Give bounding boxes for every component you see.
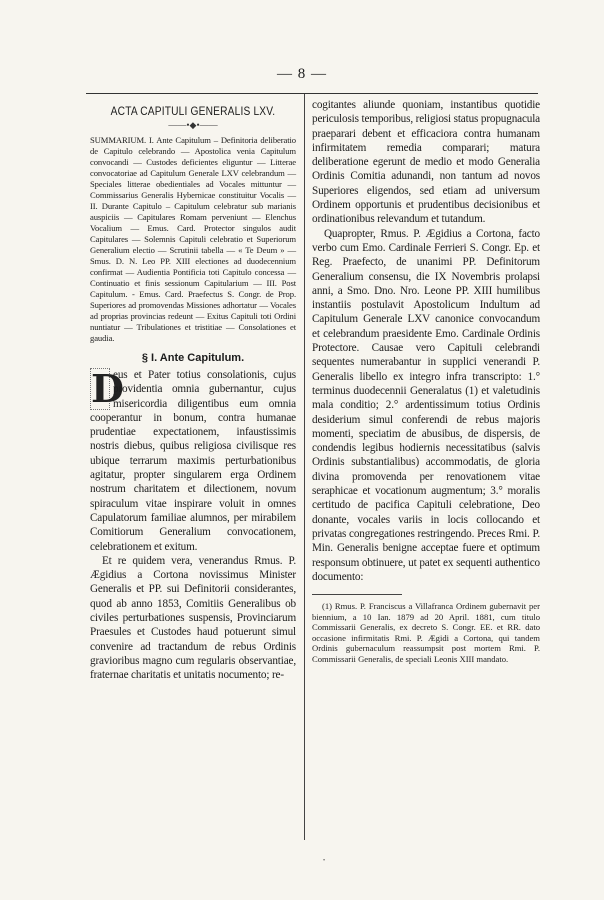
- left-column: [90, 98, 296, 683]
- title-ornament: ——•◆•——: [168, 120, 218, 130]
- second-paragraph: Et re quidem vera, venerandus Rmus. P. Ægidius a Cortona novissimus Minister Generalis et PP. sui Definitorii considerantes, quod ab anno 1853, Comitiis Generalibus ob civiles perturbationes suspensis, Provinciarum Praesules et Custodes haud potuerunt simul convenire ad tractandum de rebus Ordinis gravioribus magno cum regularis observantiae, fraternae charitatis et unitatis nocumento; re-: [90, 554, 296, 682]
- column-divider: [304, 94, 305, 840]
- document-title: ACTA CAPITULI GENERALIS LXV.: [110, 104, 276, 118]
- summary: [90, 135, 296, 344]
- summary-text: I. Ante Capitulum – Definitoria deliberatio de Capitulo celebrando — Apostolica venia Capitulum convocandi — Custodes deficientes eliguntur — Litterae convocatoriae ad Capitulum Generale LXV celebrandum — Speciales litterae obedientiales ad Vocales mittuntur — Commissarius Generalis Hybernicae constituitur Vocalis — II. Durante Capitulo – Capitulum celebratur sub marianis auspiciis — Capitulares Romam perveniunt — Elenchus Vocalium — Emus. Card. Protector singulos audit Capitulares — Solemnis Capituli celebratio et Superiorum Generalium electio — Scrutinii tabella — « Te Deum » — Smus. D. N. Leo PP. XIII electiones ad duodecennium confirmat — Audientia Pontificia toti Capitulo concessa — Continuatio et finis sessionum Capitularium — III. Post Capitulum. - Emus. Card. Praefectus S. Congr. de Prop. Superiores ad promovendas Missiones adhortatur — Vocales ad proprias provincias redeunt — Exitus Capituli toti Ordini nuntiatur — Tribulationes et tristitiae — Consolationes et gaudia.: [90, 135, 296, 343]
- page-mark: •: [323, 858, 326, 864]
- page-number: — 8 —: [277, 66, 327, 82]
- opening-paragraph-text: eus et Pater totius consolationis, cujus providentia omnia gubernantur, cujus misericordia diligentibus eum omnia cooperantur in bonum, contra humanae prudentiae expectationem, infaustissimis nostris diebus, quibus religiosa civilisque res ubique terrarum maximis perturbationibus agitatur, propter singularem erga Ordinem nostrum charitatem et dilectionem, novum spiraculum vitae inspirare voluit in omnes Capulatorum familiae alumnos, per mirabilem Comitiorum Generalium convocationem, celebrationem et exitum.: [90, 369, 296, 553]
- header-rule: [86, 93, 538, 94]
- section-heading: § I. Ante Capitulum.: [141, 352, 245, 364]
- summary-lead: SUMMARIUM.: [90, 135, 147, 145]
- opening-paragraph: [90, 368, 296, 554]
- drop-cap-initial: D: [91, 366, 124, 411]
- footnote: (1) Rmus. P. Franciscus a Villafranca Ordinem gubernavit per biennium, a 10 Ian. 1879 ad 20 April. 1881, cum titulo Commissarii Generalis, ex decreto S. Congr. EE. et RR. dato occasione infirmitatis Rmi. P. Ægidi a Cortona, qui tandem Ordinis gubernaculum reassumpsit post mortem Rmi. P. Commissarii Generalis, de speciali Leonis XIII mandato.: [312, 601, 540, 665]
- right-column: [312, 98, 540, 665]
- footnote-rule: [312, 594, 402, 595]
- quapropter-paragraph: Quapropter, Rmus. P. Ægidius a Cortona, facto verbo cum Emo. Cardinale Ferrieri S. Congr. Ep. et Reg. Praefecto, de unanimi PP. Definitorum Generalium consensu, die IX Novembris prolapsi anni, a Smo. Dno. Nro. Leone PP. XIII humilibus instantiis postulavit Apostolicum Indultum ad Capitulum Generale LXV canonice convocandum et celebrandum praesidente Emo. Cardinale Ordinis Protectore. Causae vero Capituli celebrandi sequentes numerabantur in supplici venerandi P. Generalis libello ex integro infra transcripto: 1.° terminus duodecennii Generalatus (1) et valetudinis mala conditio; 2.° ardentissimum totius Ordinis desiderium simul conferendi de rebus majoris momenti, speciatim de abusibus, de dispersis, de condendis legibus hodiernis necessitatibus (salvis Ordinis substantialibus) accommodatis, de gloria divina promovenda per renovationem vitae seraphicae et vocationum augmentum; 3.° moralis certitudo de pacifica Capituli celebratione, Deo donante, vocales variis in locis collocando et privatas congregationes restringendo. Preces Rmi. P. Min. Generalis benigne acceptae fuere et optimum responsum obtinuere, ut patet ex sequenti authentico documento:: [312, 227, 540, 583]
- continued-paragraph: cogitantes aliunde quoniam, instantibus quotidie periculosis temporibus, religiosi status propugnacula praeparari debent et efficaciora contra humanam infirmitatem remedia comparari; matura deliberatione egerunt de medio et modo Generalia Ordinis Comitia adunandi, non tantum ad novos Superiores eligendos, sed etiam ad universum Ordinem opportunis et prudentibus decisionibus et ordinationibus relevandum et tutandum.: [312, 99, 540, 226]
